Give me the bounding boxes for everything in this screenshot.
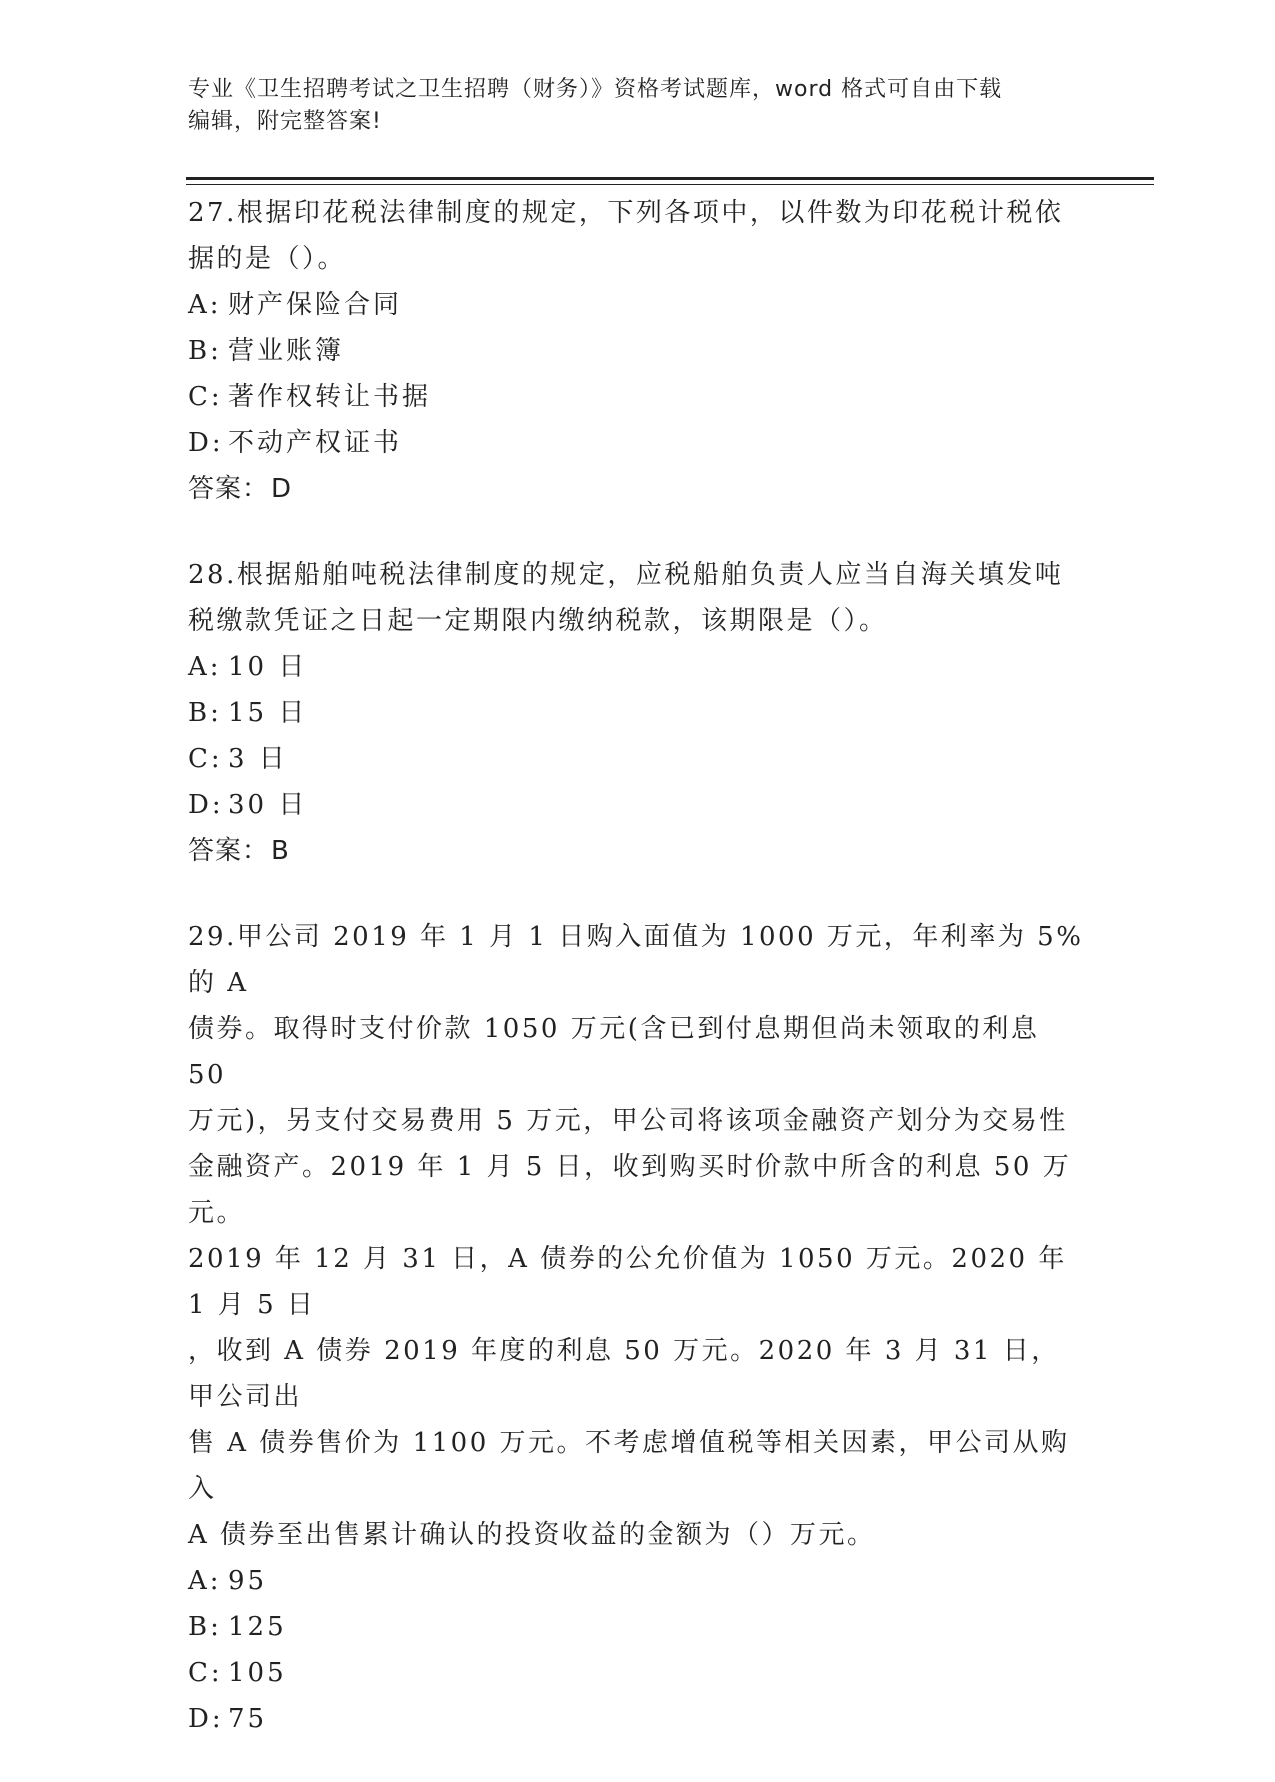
option-text: 105	[228, 1658, 287, 1688]
option-text: 75	[228, 1704, 268, 1734]
option-letter: A:	[188, 652, 222, 682]
option-letter: C:	[188, 1658, 223, 1688]
option-text: 3 日	[228, 744, 288, 774]
question-stem-line: 27.根据印花税法律制度的规定，下列各项中，以件数为印花税计税依	[188, 198, 1064, 228]
option-c	[188, 1650, 1088, 1696]
answer-value: D	[271, 474, 293, 504]
answer-label: 答案：	[188, 836, 270, 866]
answer-line	[188, 828, 1088, 874]
option-letter: A:	[188, 290, 222, 320]
option-b	[188, 328, 1088, 374]
option-text: 不动产权证书	[228, 428, 403, 458]
option-text: 10 日	[228, 652, 308, 682]
option-d	[188, 782, 1088, 828]
option-letter: C:	[188, 382, 223, 412]
option-d	[188, 420, 1088, 466]
header-line-1: 专业《卫生招聘考试之卫生招聘（财务）》资格考试题库，word 格式可自由下载	[188, 77, 1003, 102]
option-c	[188, 374, 1088, 420]
option-letter: D:	[188, 790, 224, 820]
question-stem-line: 售 A 债券售价为 1100 万元。不考虑增值税等相关因素，甲公司从购入	[188, 1428, 1070, 1504]
question-29	[188, 914, 1088, 1742]
option-letter: C:	[188, 744, 223, 774]
header-line-2: 编辑，附完整答案!	[188, 109, 382, 134]
question-stem-line: ，收到 A 债券 2019 年度的利息 50 万元。2020 年 3 月 31 日，甲公司出	[188, 1336, 1060, 1412]
header-rule-thin	[186, 184, 1154, 185]
question-stem-line: 债券。取得时支付价款 1050 万元(含已到付息期但尚未领取的利息 50	[188, 1014, 1040, 1090]
option-letter: B:	[188, 1612, 222, 1642]
question-stem-line: 据的是（）。	[188, 244, 347, 274]
question-stem-line: 金融资产。2019 年 1 月 5 日，收到购买时价款中所含的利息 50 万元。	[188, 1152, 1072, 1228]
option-b	[188, 690, 1088, 736]
answer-value: B	[271, 836, 290, 866]
option-text: 125	[228, 1612, 287, 1642]
option-a	[188, 1558, 1088, 1604]
header-rule-thick	[186, 177, 1154, 180]
option-letter: B:	[188, 698, 222, 728]
questions-list	[188, 190, 1088, 1782]
option-text: 财产保险合同	[228, 290, 403, 320]
question-stem-line: 28.根据船舶吨税法律制度的规定，应税船舶负责人应当自海关填发吨	[188, 560, 1064, 590]
option-letter: D:	[188, 1704, 224, 1734]
option-text: 15 日	[228, 698, 308, 728]
question-stem-line: 万元)，另支付交易费用 5 万元，甲公司将该项金融资产划分为交易性	[188, 1106, 1068, 1136]
question-stem-line: A 债券至出售累计确认的投资收益的金额为（）万元。	[188, 1520, 876, 1550]
option-b	[188, 1604, 1088, 1650]
question-28	[188, 552, 1088, 874]
option-text: 95	[228, 1566, 268, 1596]
answer-line	[188, 466, 1088, 512]
answer-label: 答案：	[188, 474, 270, 504]
document-header	[188, 74, 1068, 138]
option-d	[188, 1696, 1088, 1742]
option-c	[188, 736, 1088, 782]
option-letter: D:	[188, 428, 224, 458]
option-text: 著作权转让书据	[228, 382, 432, 412]
option-letter: A:	[188, 1566, 222, 1596]
option-text: 营业账簿	[228, 336, 345, 366]
question-stem-line: 2019 年 12 月 31 日，A 债券的公允价值为 1050 万元。2020 年 1 月 5 日	[188, 1244, 1067, 1320]
option-a	[188, 282, 1088, 328]
option-letter: B:	[188, 336, 222, 366]
option-a	[188, 644, 1088, 690]
question-stem-line: 29.甲公司 2019 年 1 月 1 日购入面值为 1000 万元，年利率为 5%的 A	[188, 922, 1084, 998]
question-stem-line: 税缴款凭证之日起一定期限内缴纳税款，该期限是（）。	[188, 606, 888, 636]
question-27	[188, 190, 1088, 512]
option-text: 30 日	[228, 790, 308, 820]
